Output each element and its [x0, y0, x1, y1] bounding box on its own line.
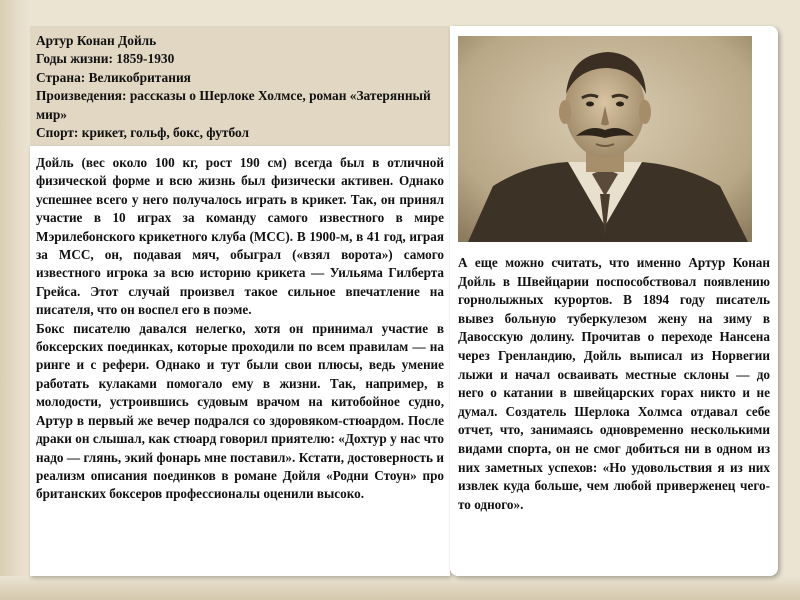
- info-sports: Спорт: крикет, гольф, бокс, футбол: [36, 125, 250, 141]
- portrait-photo: [458, 36, 752, 242]
- info-works: Произведения: рассказы о Шерлоке Холмсе, роман «Затерянный мир»: [36, 88, 431, 122]
- info-years: Годы жизни: 1859-1930: [36, 51, 175, 67]
- info-name: Артур Конан Дойль: [36, 33, 157, 48]
- paragraph-skiing: А еще можно считать, что именно Артур Конан Дойль в Швейцарии поспособствовал появлению горнолыжных курортов. В 1894 году писатель вывез больную туберкулезом жену на зиму в Давосскую долину. Прочитав о переходе Нансена через Гренландию, Дойль выписал из Норвегии лыжи и начал осваивать местные склоны — до него о катании в швейцарских горах никто и не думал. Создатель Шерлока Холмса отдавал себе отчет, что, занимаясь одновременно несколькими видами спорта, он не смог добиться ни в одном из них заметных успехов: «Но удовольствия я из них извлек куда больше, чем любой приверженец чего-то одного».: [458, 255, 770, 512]
- portrait-photo-icon: [458, 36, 752, 242]
- paragraph-cricket: Дойль (вес около 100 кг, рост 190 см) всегда был в отличной физической форме и всю жизнь был физически активен. Однако успешнее всего у него получалось играть в крикет. Так, он принял участие в 10 играх за команду самого известного в мире Мэрилебонского крикетного клуба (МСС). В 1900-м, в 41 год, играя за МСС, он, подавая мяч, обыграл («взял ворота») самого известного игрока за всю историю крикета — Уильяма Гилберта Грейса. Этот случай произвел такое сильное впечатление на писателя, что он воспел его в поэме.: [36, 155, 444, 318]
- paragraph-boxing: Бокс писателю давался нелегко, хотя он принимал участие в боксерских поединках, которые проходили по всем правилам — на ринге и с рефери. Однако и тут были свои плюсы, ведь умение работать кулаками помогало ему в жизни. Так, например, в молодости, устроившись судовым врачом на китобойное судно, Артур в первый же вечер подрался со здоровяком-стюардом. После драки он слышал, как стюард говорил приятелю: «Дохтур у нас что надо — глянь, экий фонарь мне поставил». Кстати, достоверность и реализм описания поединков в романе Дойля «Родни Стоун» про британских боксеров профессионалы оценили высоко.: [36, 320, 444, 502]
- left-text-card: [30, 146, 450, 576]
- right-text: [458, 254, 770, 514]
- info-block: [30, 26, 450, 146]
- background-left-edge: [0, 0, 30, 600]
- info-country: Страна: Великобритания: [36, 69, 191, 85]
- background-bottom-edge: [0, 576, 800, 600]
